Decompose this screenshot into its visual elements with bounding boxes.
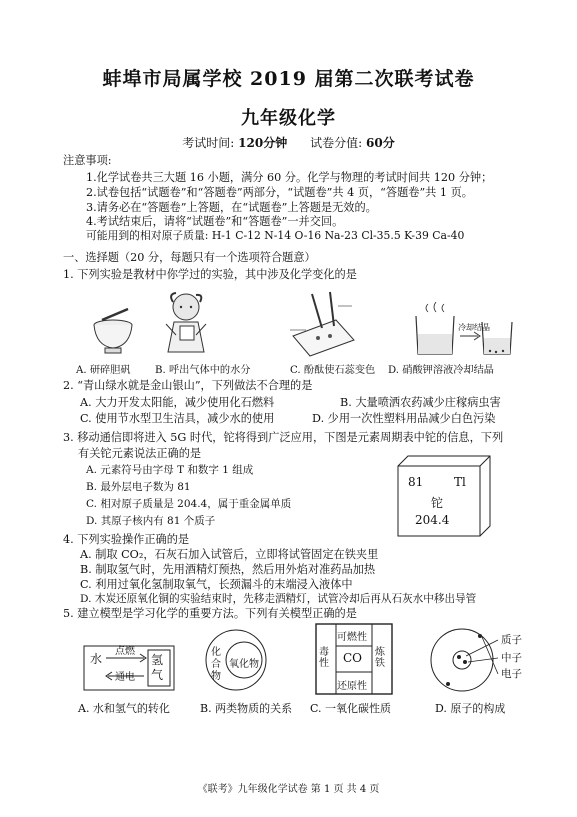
q3-option-d: D. 其原子核内有 81 个质子 — [86, 515, 216, 527]
score-value: 60分 — [366, 136, 395, 150]
fig-a-right-1: 氢 — [151, 653, 164, 667]
q4-stem: 4. 下列实验操作正确的是 — [63, 533, 190, 546]
fig-a-top: 点燃 — [115, 646, 135, 657]
notes-heading: 注意事项: — [63, 154, 112, 167]
fig-c-left: 毒性 — [319, 647, 329, 669]
note-item: 2.试卷包括“试题卷”和“答题卷”两部分，“试题卷”共 4 页，“答题卷”共 1 页。 — [86, 186, 473, 199]
q4-option-a: A. 制取 CO₂，石灰石加入试管后，立即将试管固定在铁夹里 — [80, 548, 379, 561]
q3-stem-2: 有关铊元素说法正确的是 — [78, 447, 202, 460]
page-title: 蚌埠市局属学校 2019 届第二次联考试卷 — [102, 68, 475, 90]
fig-a-bottom: 通电 — [115, 672, 135, 683]
section-heading: 一、选择题（20 分，每题只有一个选项符合题意） — [63, 251, 316, 264]
element-name: 铊 — [431, 496, 444, 510]
fig-b-char: 合 — [211, 659, 221, 670]
q3-option-c: C. 相对原子质量是 204.4，属于重金属单质 — [86, 498, 292, 510]
q1-option-b: B. 呼出气体中的水分 — [155, 365, 251, 376]
time-label: 考试时间: — [182, 136, 235, 150]
cooling-label: 冷却结晶 — [458, 323, 490, 332]
fig-a-right-2: 气 — [151, 668, 164, 682]
mortar-figure — [88, 306, 138, 358]
q5-option-c: C. 一氧化碳性质 — [310, 702, 392, 715]
q2-option-b: B. 大量喷洒农药减少庄稼病虫害 — [340, 396, 501, 409]
score-label: 试卷分值: — [310, 136, 363, 150]
q1-stem: 1. 下列实验是教材中你学过的实验，其中涉及化学变化的是 — [63, 268, 357, 281]
q2-option-c: C. 使用节水型卫生洁具，减少水的使用 — [80, 412, 275, 425]
time-value: 120分钟 — [238, 136, 288, 150]
dropper-figure — [288, 290, 358, 358]
fig-b-char: 化 — [211, 647, 221, 658]
note-item: 3.请务必在“答题卷”上答题，在“试题卷”上答题是无效的。 — [86, 201, 377, 214]
q4-option-c: C. 利用过氧化氢制取氧气，长颈漏斗的末端浸入液体中 — [80, 578, 353, 591]
q2-stem: 2. “青山绿水就是金山银山”，下列做法不合理的是 — [63, 379, 313, 392]
q5-option-a: A. 水和氢气的转化 — [78, 702, 170, 715]
fig-b-inner: 氧化物 — [229, 659, 259, 670]
q4-option-d: D. 木炭还原氧化铜的实验结束时，先移走酒精灯，试管冷却后再从石灰水中移出导管 — [80, 593, 477, 605]
page-subtitle: 九年级化学 — [241, 108, 336, 129]
q1-option-d: D. 硝酸钾溶液冷却结晶 — [388, 365, 494, 376]
q2-option-d: D. 少用一次性塑料用品减少白色污染 — [312, 412, 496, 425]
page-footer: 《联考》九年级化学试卷 第 1 页 共 4 页 — [197, 784, 380, 795]
element-number: 81 — [408, 475, 424, 489]
fig-a-left: 水 — [90, 652, 103, 666]
fig-b-char: 物 — [211, 671, 221, 682]
element-symbol: Tl — [454, 475, 466, 489]
fig-c-right: 炼铁 — [375, 647, 385, 669]
note-item: 1.化学试卷共三大题 16 小题，满分 60 分。化学与物理的考试时间共 120 分钟； — [86, 171, 493, 184]
element-mass: 204.4 — [415, 513, 450, 527]
fig-d-label: 质子 — [501, 634, 522, 646]
q1-option-a: A. 研碎胆矾 — [76, 365, 131, 376]
fig-d-label: 中子 — [501, 652, 522, 664]
note-item: 4.考试结束后，请将“试题卷”和“答题卷”一并交回。 — [86, 215, 344, 228]
q1-option-c: C. 酚酞使石蕊变色 — [290, 365, 376, 376]
q3-option-a: A. 元素符号由字母 T 和数字 1 组成 — [86, 464, 254, 476]
q4-option-b: B. 制取氢气时，先用酒精灯预热，然后用外焰对准药品加热 — [80, 563, 376, 576]
fig-c-bottom: 还原性 — [337, 681, 367, 692]
girl-figure — [158, 290, 214, 358]
atomic-masses: 可能用到的相对原子质量: H-1 C-12 N-14 O-16 Na-23 Cl-35.5 K-39 Ca-40 — [86, 229, 465, 242]
fig-d-label: 电子 — [501, 668, 522, 680]
fig-c-center: CO — [343, 651, 363, 665]
q2-option-a: A. 大力开发太阳能，减少使用化石燃料 — [80, 396, 275, 409]
q5-option-b: B. 两类物质的关系 — [200, 702, 293, 715]
q5-stem: 5. 建立模型是学习化学的重要方法。下列有关模型正确的是 — [63, 607, 357, 620]
fig-c-top: 可燃性 — [337, 632, 367, 643]
q3-stem: 3. 移动通信即将进入 5G 时代，铊将得到广泛应用，下图是元素周期表中铊的信息，下列 — [63, 431, 504, 444]
q3-option-b: B. 最外层电子数为 81 — [86, 481, 191, 493]
q5-option-d: D. 原子的构成 — [435, 702, 506, 715]
exam-meta — [0, 134, 577, 151]
